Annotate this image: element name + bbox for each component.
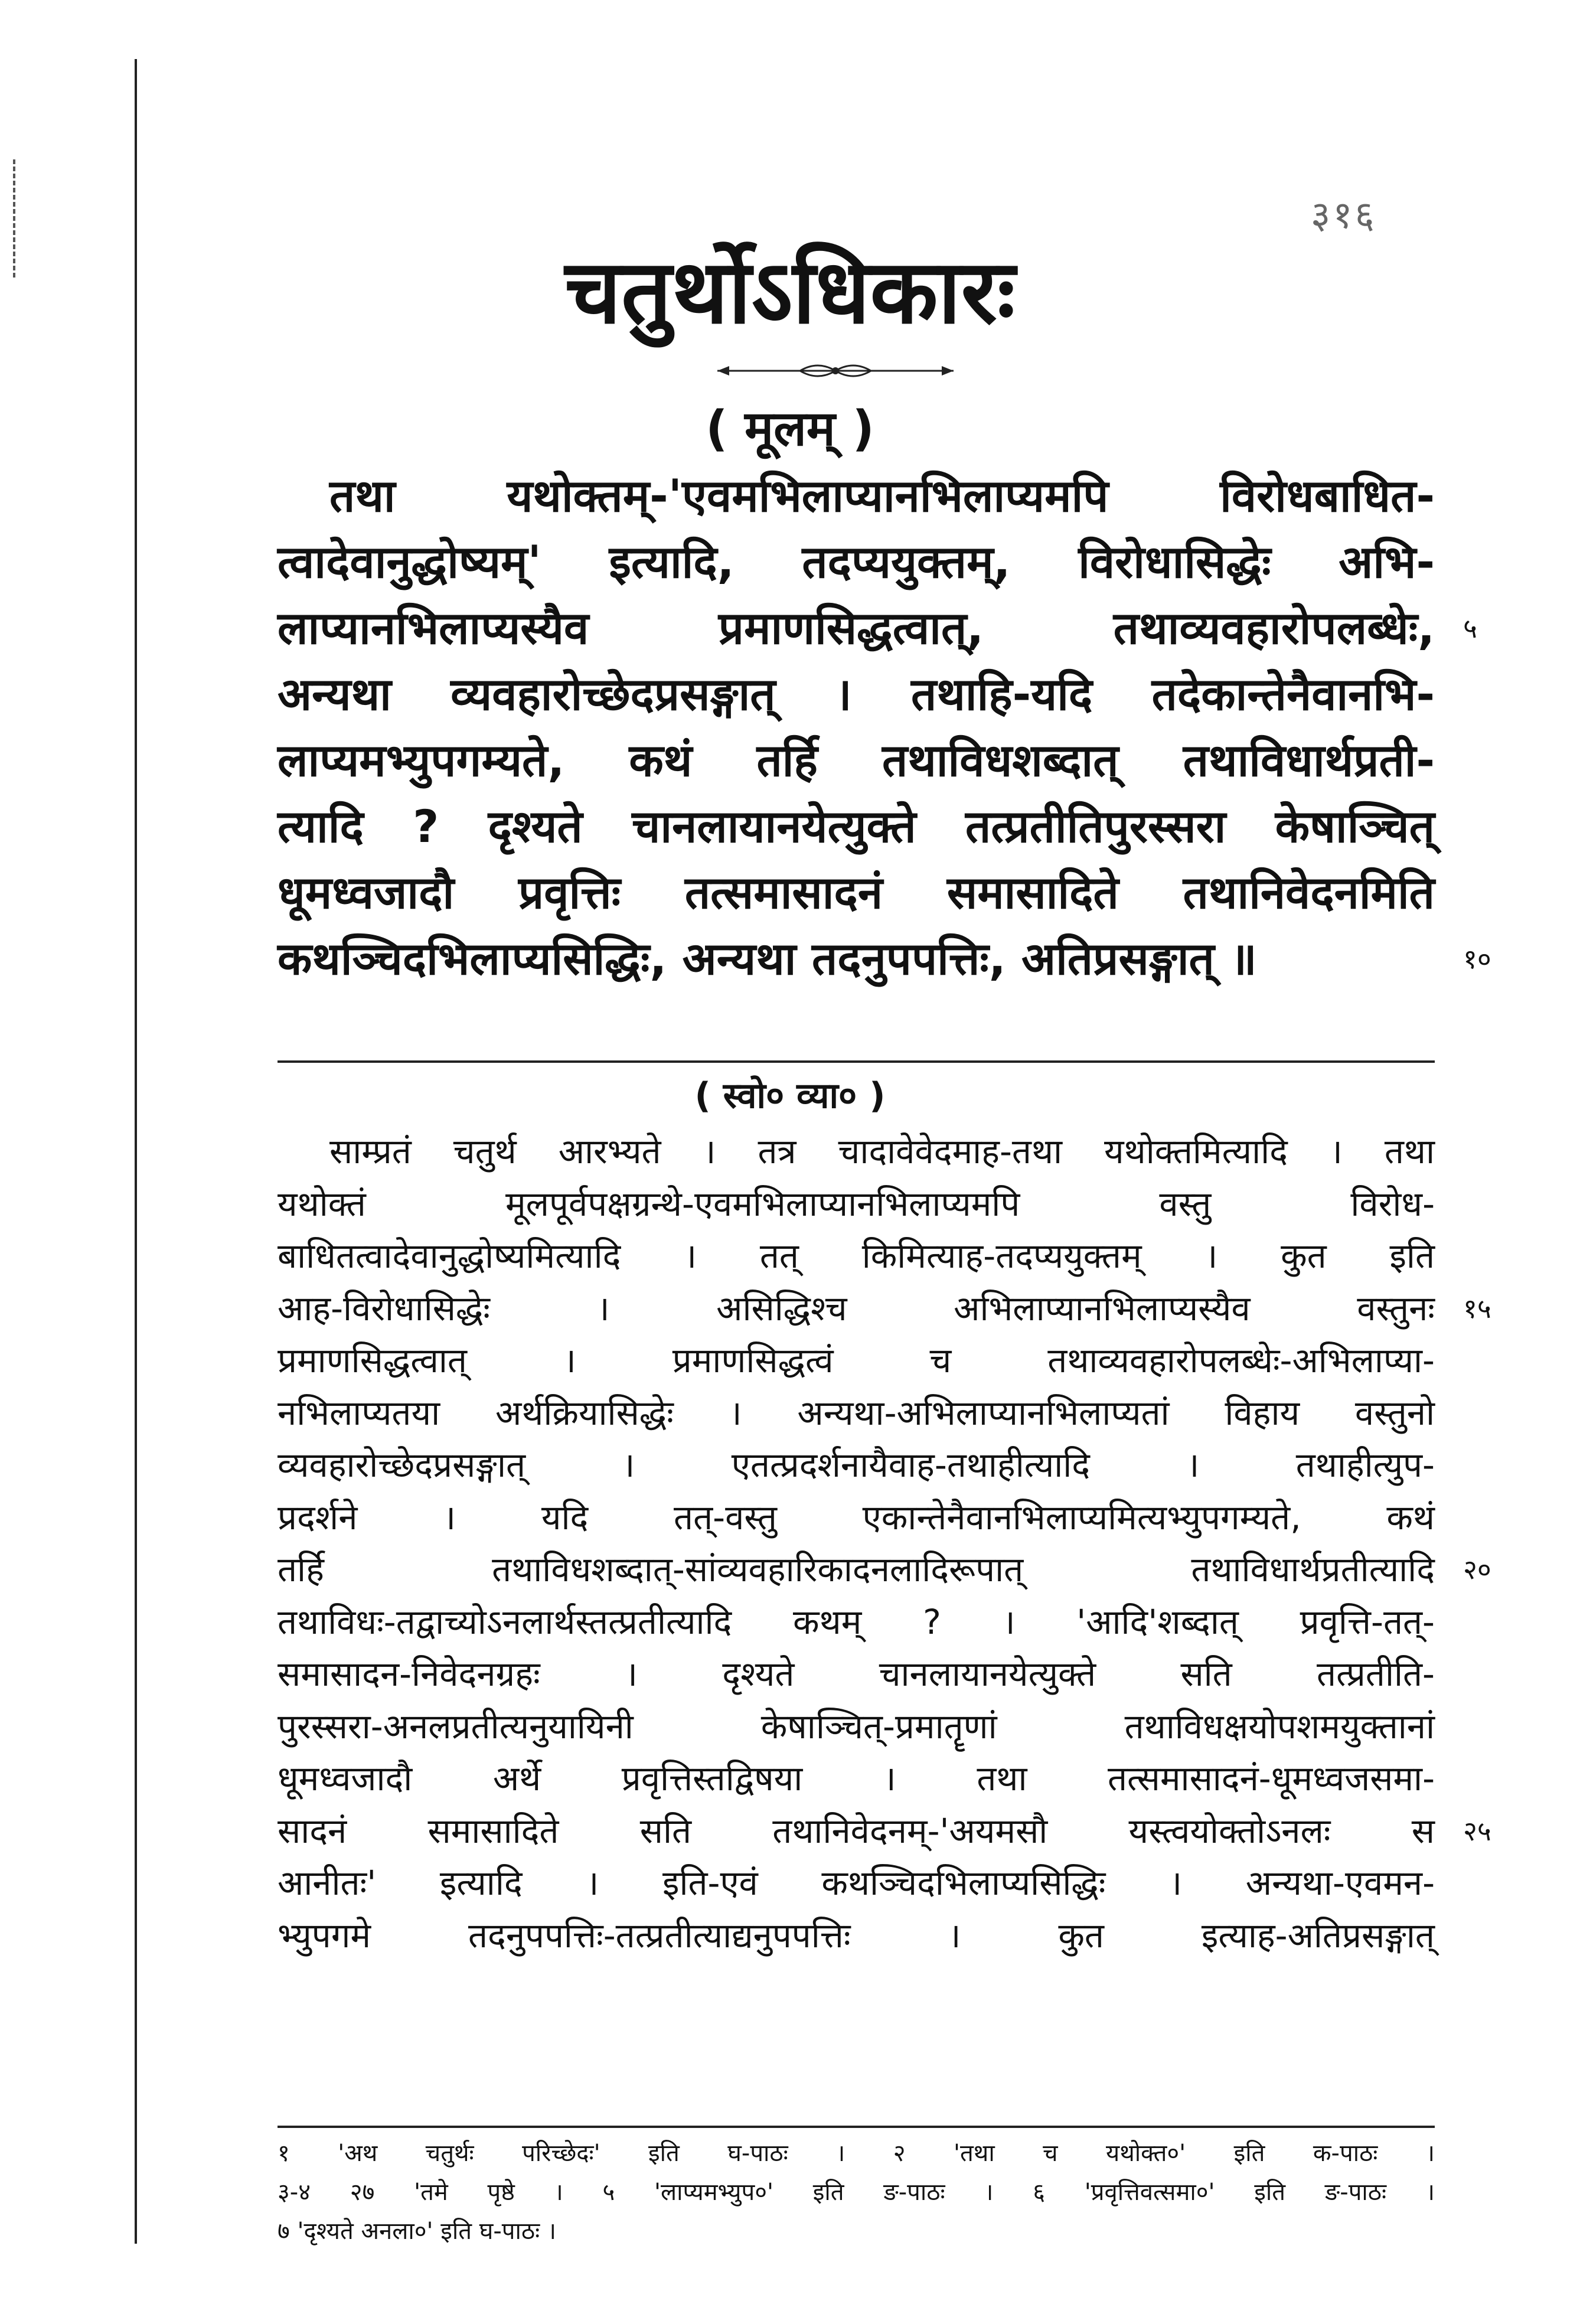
commentary-line: बाधितत्वादेवानुद्धोष्यमित्यादि । तत् किमित्याह-तदप्ययुक्तम् । कुत इति — [278, 1236, 1435, 1276]
commentary-line: यथोक्तं मूलपूर्वपक्षग्रन्थे-एवमभिलाप्यानभिलाप्यमपि वस्तु विरोध- — [278, 1183, 1435, 1224]
mula-line: कथञ्चिदभिलाप्यसिद्धिः, अन्यथा तदनुपपत्तिः, अतिप्रसङ्गात् ॥ १० — [278, 926, 1435, 992]
commentary-line: प्रदर्शने । यदि तत्-वस्तु एकान्तेनैवानभिलाप्यमित्यभ्युपगम्यते, कथं — [278, 1497, 1435, 1538]
mula-line: लाप्यमभ्युपगम्यते, कथं तर्हि तथाविधशब्दात् तथाविधार्थप्रती- — [278, 734, 1435, 786]
commentary-line: आनीतः' इत्यादि । इति-एवं कथञ्चिदभिलाप्यसिद्धिः । अन्यथा-एवमन- — [278, 1863, 1435, 1903]
footnote-line: ३-४ २७ 'तमे पृष्ठे । ५ 'लाप्यमभ्युप०' इति ङ-पाठः । ६ 'प्रवृत्तिवत्समा०' इति ङ-पाठः । — [278, 2179, 1435, 2206]
mula-line: लाप्यानभिलाप्यस्यैव प्रमाणसिद्धत्वात्, तथाव्यवहारोपलब्धेः, ५ — [278, 595, 1435, 661]
mula-line: त्यादि ? दृश्यते चानलायानयेत्युक्ते तत्प्रतीतिपुरस्सरा केषाञ्चित् — [278, 800, 1435, 853]
chapter-title: चतुर्थोऽधिकारः — [564, 241, 1016, 344]
commentary-line: व्यवहारोच्छेदप्रसङ्गात् । एतत्प्रदर्शनायैवाह-तथाहीत्यादि । तथाहीत्युप- — [278, 1445, 1435, 1485]
footnote-divider — [278, 2126, 1435, 2128]
commentary-line: भ्युपगमे तदनुपपत्तिः-तत्प्रतीत्याद्यनुपपत्तिः । कुत इत्याह-अतिप्रसङ्गात् — [278, 1915, 1435, 1956]
commentary-line: नभिलाप्यतया अर्थक्रियासिद्धेः । अन्यथा-अभिलाप्यानभिलाप्यतां विहाय वस्तुनो — [278, 1392, 1435, 1433]
mula-line: अन्यथा व्यवहारोच्छेदप्रसङ्गात् । तथाहि-यदि तदेकान्तेनैवानभि- — [278, 668, 1435, 720]
mula-line: तथा यथोक्तम्-'एवमभिलाप्यानभिलाप्यमपि विरोधबाधित- — [329, 469, 1435, 522]
commentary-line: प्रमाणसिद्धत्वात् । प्रमाणसिद्धत्वं च तथाव्यवहारोपलब्धेः-अभिलाप्या- — [278, 1340, 1435, 1380]
mula-text — [278, 463, 1491, 992]
commentary-line: तथाविधः-तद्वाच्योऽनलार्थस्तत्प्रतीत्यादि कथम् ? । 'आदि'शब्दात् प्रवृत्ति-तत्- — [278, 1601, 1435, 1642]
page-number: ३१६ — [1311, 194, 1377, 237]
footnotes — [278, 2134, 1435, 2251]
commentary-line: धूमध्वजादौ अर्थे प्रवृत्तिस्तद्विषया । तथा तत्समासादनं-धूमध्वजसमा- — [278, 1758, 1435, 1799]
commentary-text — [278, 1125, 1491, 1961]
line-number: ५ — [1463, 612, 1477, 644]
commentary-line: तर्हि तथाविधशब्दात्-सांव्यवहारिकादनलादिरूपात् तथाविधार्थप्रतीत्यादि २० — [278, 1543, 1435, 1596]
line-number: १५ — [1463, 1292, 1491, 1324]
footnote-line: ७ 'दृश्यते अनला०' इति घ-पाठः । — [278, 2218, 557, 2245]
left-margin-rule — [135, 59, 137, 2244]
mula-line: धूमध्वजादौ प्रवृत्तिः तत्समासादनं समासादिते तथानिवेदनमिति — [278, 866, 1435, 919]
commentary-line: आह-विरोधासिद्धेः । असिद्धिश्च अभिलाप्यानभिलाप्यस्यैव वस्तुनः १५ — [278, 1282, 1435, 1335]
commentary-line: सादनं समासादिते सति तथानिवेदनम्-'अयमसौ यस्त्वयोक्तोऽनलः स २५ — [278, 1805, 1435, 1858]
commentary-line: साम्प्रतं चतुर्थ आरभ्यते । तत्र चादावेवेदमाह-तथा यथोक्तमित्यादि । तथा — [329, 1131, 1435, 1171]
title-ornament-icon — [711, 359, 959, 383]
mula-line: त्वादेवानुद्धोष्यम्' इत्यादि, तदप्ययुक्तम्, विरोधासिद्धेः अभि- — [278, 536, 1435, 588]
line-number: १० — [1463, 943, 1491, 975]
section-divider — [278, 1060, 1435, 1063]
line-number: २० — [1463, 1553, 1491, 1585]
mula-heading: ( मूलम् ) — [706, 401, 874, 457]
footnote-line: १ 'अथ चतुर्थः परिच्छेदः' इति घ-पाठः । २ 'तथा च यथोक्त०' इति क-पाठः । — [278, 2140, 1435, 2167]
commentary-heading: ( स्वो० व्या० ) — [694, 1075, 886, 1117]
line-number: २५ — [1463, 1814, 1491, 1847]
commentary-line: पुरस्सरा-अनलप्रतीत्यनुयायिनी केषाञ्चित्-प्रमातॄणां तथाविधक्षयोपशमयुक्तानां — [278, 1706, 1435, 1747]
commentary-line: समासादन-निवेदनग्रहः । दृश्यते चानलायानयेत्युक्ते सति तत्प्रतीति- — [278, 1654, 1435, 1694]
